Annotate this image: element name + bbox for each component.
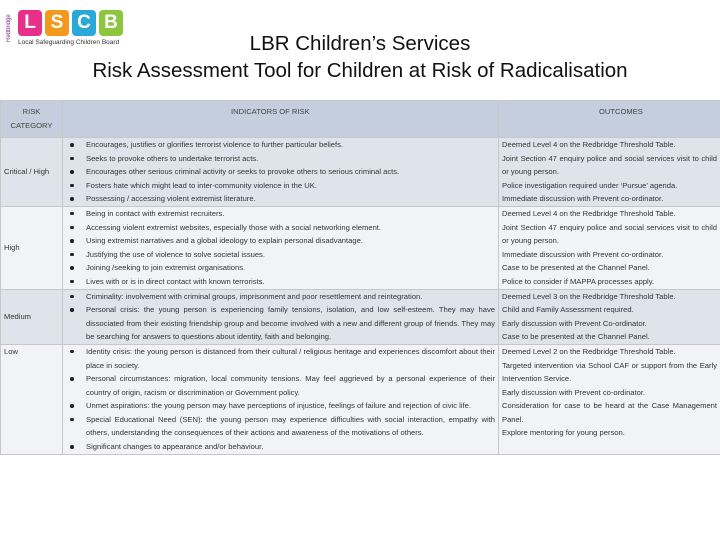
indicator-item: Encourages other serious criminal activity or seeks to provoke others to serious criminal acts. (66, 165, 495, 179)
outcome-item: Police investigation required under ‘Pursue’ agenda. (502, 180, 678, 190)
indicator-item: Fosters hate which might lead to inter-community violence in the UK. (66, 179, 495, 193)
indicators-cell (63, 206, 499, 289)
table-header-row (1, 101, 720, 138)
indicator-item: Personal circumstances: migration, local community tensions. May feel aggrieved by a personal experience of their country of origin, racism or discrimination or Government policy. (66, 372, 495, 399)
outcome-item: Early discussion with Prevent co-ordinator. (502, 387, 646, 397)
outcome-item: Joint Section 47 enquiry police and social services visit to child or young person. (502, 153, 717, 177)
risk-table (0, 100, 720, 455)
indicator-item: Encourages, justifies or glorifies terrorist violence to further particular beliefs. (66, 138, 495, 152)
outcome-item: Deemed Level 2 on the Redbridge Threshold Table. (502, 346, 676, 356)
logo-subtitle: Local Safeguarding Children Board (18, 39, 120, 46)
category-medium: Medium (1, 289, 63, 344)
outcome-item: Police to consider if MAPPA processes apply. (502, 276, 655, 286)
indicator-item: Justifying the use of violence to solve societal issues. (66, 248, 495, 262)
header-risk-category: RISK CATEGORY (1, 101, 63, 138)
outcome-item: Deemed Level 4 on the Redbridge Threshold Table. (502, 140, 676, 149)
logo-letter-l: L (18, 10, 42, 36)
header-indicators: INDICATORS OF RISK (63, 101, 499, 138)
outcome-item: Case to be presented at the Channel Panel. (502, 263, 650, 273)
header-outcomes: OUTCOMES (499, 101, 720, 138)
indicators-cell (63, 138, 499, 207)
outcome-item: Early discussion with Prevent Co-ordinator. (502, 318, 647, 328)
indicator-item: Identity crisis: the young person is distanced from their cultural / religious heritage and experiences discomfort about their place in society. (66, 345, 495, 372)
indicator-item: Unmet aspirations: the young person may have perceptions of injustice, feelings of failure and rejection of civic life. (66, 399, 495, 413)
outcome-item: Joint Section 47 enquiry police and social services visit to child or young person. (502, 222, 717, 246)
outcomes-cell (499, 138, 720, 207)
outcome-item: Immediate discussion with Prevent co-ordinator. (502, 194, 664, 204)
category-critical-high: Critical / High (1, 138, 63, 207)
outcome-item: Explore mentoring for young person. (502, 428, 625, 438)
outcome-item: Consideration for case to be heard at the Case Management Panel. (502, 401, 717, 424)
outcome-item: Case to be presented at the Channel Panel. (502, 332, 650, 342)
indicator-item: Lives with or is in direct contact with known terrorists. (66, 275, 495, 289)
outcome-item: Deemed Level 4 on the Redbridge Threshold Table. (502, 208, 676, 218)
indicator-item: Personal crisis: the young person is experiencing family tensions, isolation, and low self-esteem. They may have dissociated from their existing friendship group and become involved with a new and different group of friends. They may be searching for answers to questions about identity, faith and belonging. (66, 303, 495, 344)
indicator-item: Being in contact with extremist recruiters. (66, 207, 495, 221)
logo-letter-c: C (72, 10, 96, 36)
logo-side-text: Redbridge (6, 14, 12, 42)
outcome-item: Immediate discussion with Prevent co-ordinator. (502, 249, 664, 259)
table-row (1, 344, 720, 454)
indicator-item: Accessing violent extremist websites, especially those with a social networking element. (66, 221, 495, 235)
indicator-item: Significant changes to appearance and/or behaviour. (66, 440, 495, 454)
category-high: High (1, 206, 63, 289)
title-line-1: LBR Children’s Services (249, 32, 471, 55)
page-title (0, 30, 720, 84)
outcome-item: Deemed Level 3 on the Redbridge Threshold Table. (502, 291, 676, 301)
indicator-item: Special Educational Need (SEN): the young person may experience difficulties with social interaction, empathy with others, understanding the consequences of their actions and awareness of the motivations of others. (66, 413, 495, 440)
indicator-item: Criminality: involvement with criminal groups, imprisonment and poor resettlement and reintegration. (66, 290, 495, 304)
outcome-item: Targeted intervention via School CAF or support from the Early Intervention Service. (502, 360, 717, 384)
title-line-2: Risk Assessment Tool for Children at Risk of Radicalisation (92, 59, 628, 82)
indicator-item: Seeks to provoke others to undertake terrorist acts. (66, 152, 495, 166)
indicators-cell (63, 344, 499, 454)
indicator-item: Joining /seeking to join extremist organisations. (66, 261, 495, 275)
outcomes-cell (499, 289, 720, 344)
outcome-item: Child and Family Assessment required. (502, 305, 634, 315)
table-row (1, 289, 720, 344)
outcomes-cell (499, 206, 720, 289)
outcomes-cell (499, 344, 720, 454)
indicators-cell (63, 289, 499, 344)
logo-letter-s: S (45, 10, 69, 36)
table-row (1, 138, 720, 207)
category-low: Low (1, 344, 63, 454)
table-row (1, 206, 720, 289)
indicator-item: Possessing / accessing violent extremist literature. (66, 192, 495, 206)
indicator-item: Using extremist narratives and a global ideology to explain personal disadvantage. (66, 234, 495, 248)
logo-letter-b: B (99, 10, 123, 36)
